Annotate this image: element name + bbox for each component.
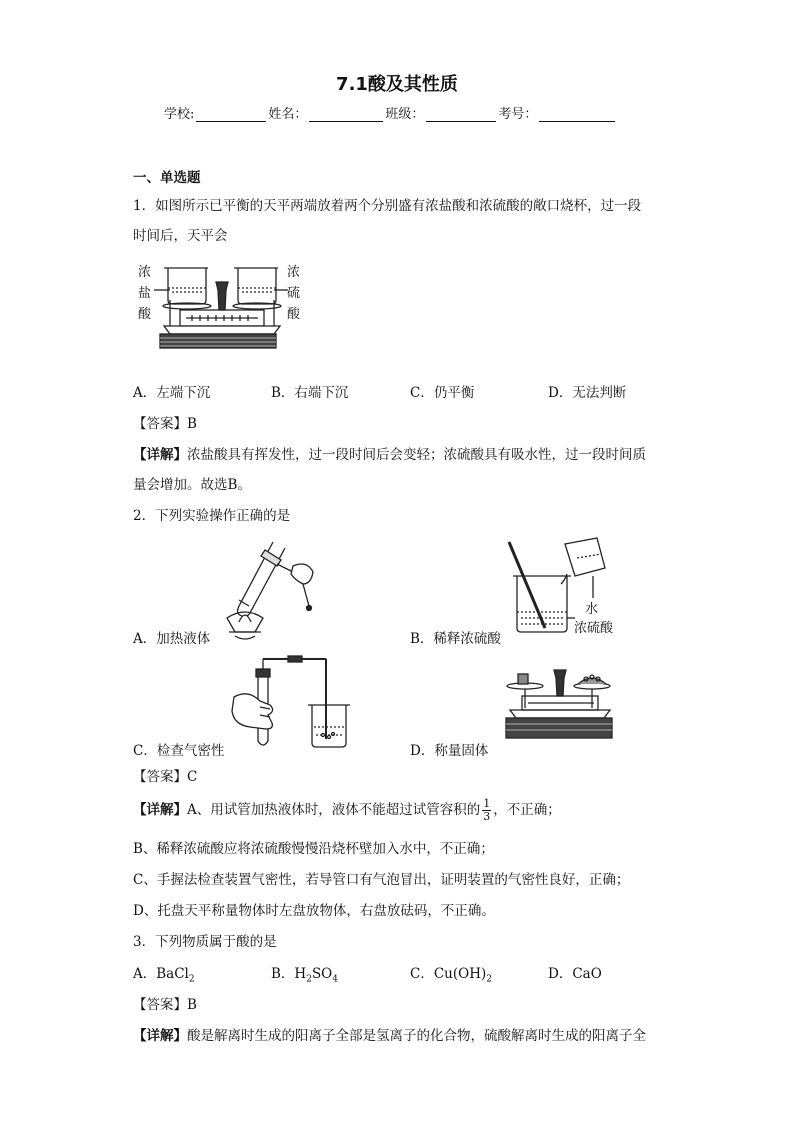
option-text: C．Cu(OH) [410,966,487,982]
subscript: 2 [306,974,312,985]
class-field[interactable] [426,107,496,122]
q2-detail-a [133,798,561,823]
q1-option-d[interactable]: D．无法判断 [548,385,627,401]
detail-label: 【详解】 [133,447,187,463]
detail-text: 浓盐酸具有挥发性，过一段时间后会变轻；浓硫酸具有吸水性，过一段时间质 [187,447,646,463]
q2-detail-b: B、稀释浓硫酸应将浓硫酸慢慢沿烧杯壁加入水中，不正确； [133,841,494,857]
label-char: 浓 [287,265,301,280]
detail-a-text: A、用试管加热液体时，液体不能超过试管容积的 [187,802,481,818]
detail-a-tail: ，不正确； [493,802,561,818]
fig-b-water-label: 水 [585,602,599,617]
detail-text: 酸是解离时生成的阳离子全部是氢离子的化合物，硫酸解离时生成的阳离子全 [187,1028,646,1044]
q3-answer: 【答案】B [133,997,197,1013]
q3-detail-line1 [133,1024,646,1044]
q1-option-c[interactable]: C．仍平衡 [410,385,475,401]
label-char: 盐 [138,286,152,301]
q1-detail-line2: 量会增加。故选B。 [133,477,251,493]
q2-option-c[interactable]: C．检查气密性 [133,743,225,759]
page-title: 7.1酸及其性质 [336,74,458,95]
student-info-line [164,103,617,122]
q2-detail-c: C、手握法检查装置气密性，若导管口有气泡冒出，证明装置的气密性良好，正确； [133,872,630,888]
one-third-fraction [482,798,491,823]
balance-figure-q1 [150,260,290,355]
option-text: A．BaCl [133,966,189,982]
q2-stem: 2．下列实验操作正确的是 [133,508,291,524]
q2-answer: 【答案】C [133,769,198,785]
id-label: 考号： [498,107,538,122]
id-field[interactable] [539,107,615,122]
q1-stem-line2: 时间后，天平会 [133,228,228,244]
label-char: 酸 [138,307,152,322]
weighing-figure [500,662,620,744]
fig-b-acid-label: 浓硫酸 [574,621,614,636]
heating-liquid-figure [215,536,325,646]
q3-option-d[interactable]: D．CaO [548,966,602,982]
label-char: 酸 [287,307,301,322]
subscript: 2 [486,974,492,985]
school-field[interactable] [196,107,266,122]
class-label: 班级： [385,107,425,122]
q1-answer: 【答案】B [133,416,197,432]
q1-option-b[interactable]: B．右端下沉 [271,385,349,401]
school-label: 学校: [164,107,195,122]
q1-option-a[interactable]: A．左端下沉 [133,385,211,401]
q3-stem: 3．下列物质属于酸的是 [133,934,277,950]
name-label: 姓名： [268,107,308,122]
q2-detail-d: D、托盘天平称量物体时左盘放物体，右盘放砝码，不正确。 [133,903,495,919]
q1-stem-line1: 1．如图所示已平衡的天平两端放着两个分别盛有浓盐酸和浓硫酸的敞口烧杯，过一段 [133,198,642,214]
section-heading: 一、单选题 [133,170,201,186]
q3-option-b[interactable] [271,962,338,985]
subscript: 4 [332,974,338,985]
airtightness-figure [230,655,360,750]
detail-label: 【详解】 [133,1028,187,1044]
label-char: 浓 [138,265,152,280]
detail-label: 【详解】 [133,802,187,818]
option-text: SO [311,966,333,982]
option-text: B．H [271,966,307,982]
q2-option-d[interactable]: D．称量固体 [410,743,489,759]
label-char: 硫 [287,286,301,301]
q3-option-c[interactable] [410,962,492,985]
q1-detail-line1 [133,443,646,463]
q2-option-a[interactable]: A．加热液体 [133,631,211,647]
q2-option-b[interactable]: B．稀释浓硫酸 [410,631,501,647]
name-field[interactable] [309,107,383,122]
fraction-denominator: 3 [483,810,491,823]
q3-option-a[interactable] [133,962,195,985]
fraction-numerator: 1 [483,797,491,810]
subscript: 2 [188,974,195,985]
